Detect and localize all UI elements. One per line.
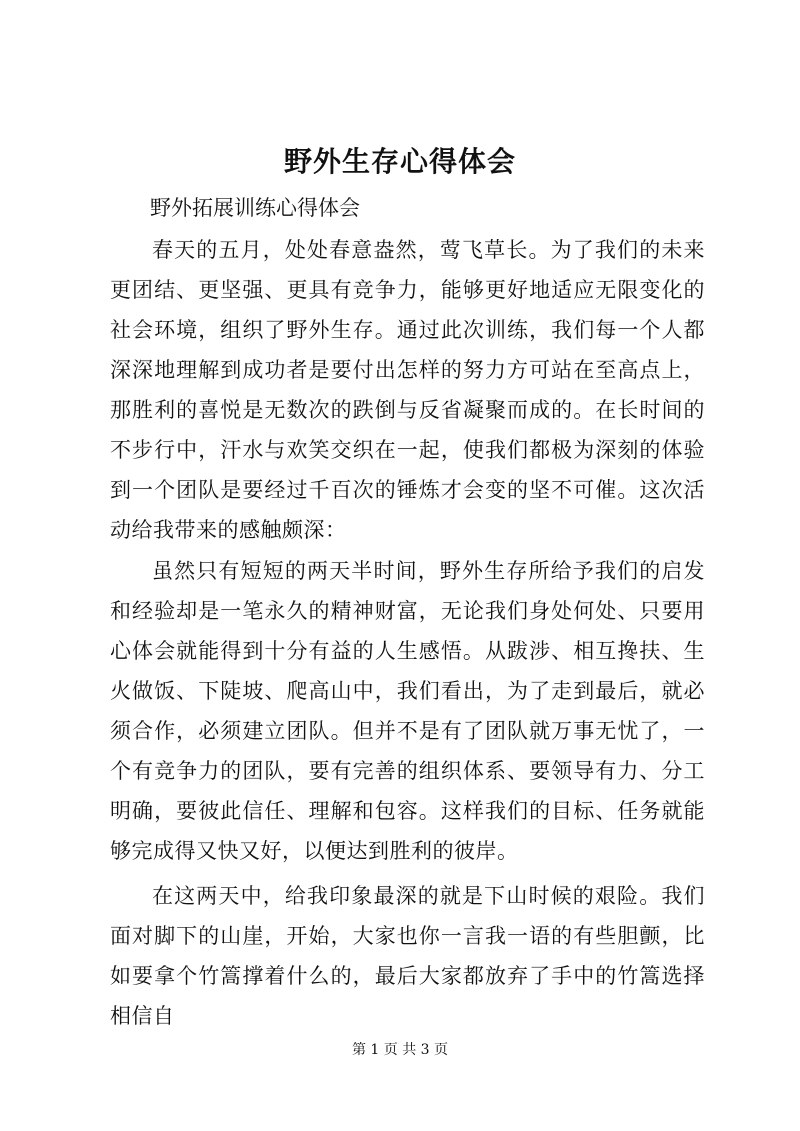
paragraph-1: 春天的五月，处处春意盎然，莺飞草长。为了我们的未来更团结、更坚强、更具有竞争力，能够更好地适应无限变化的社会环境，组织了野外生存。通过此次训练，我们每一个人都深深地理解到成功者是要付出怎样的努力方可站在至高点上，那胜利的喜悦是无数次的跌倒与反省凝聚而成的。在长时间的不步行中，汗水与欢笑交织在一起，使我们都极为深刻的体验到一个团队是要经过千百次的锤炼才会变的坚不可催。这次活动给我带来的感触颇深： <box>110 238 705 542</box>
document-subtitle: 野外拓展训练心得体会 <box>150 196 360 220</box>
page-footer: 第 1 页 共 3 页 <box>351 1042 449 1058</box>
paragraph-2: 虽然只有短短的两天半时间，野外生存所给予我们的启发和经验却是一笔永久的精神财富，无论我们身处何处、只要用心体会就能得到十分有益的人生感悟。从跋涉、相互搀扶、生火做饭、下陡坡、爬高山中，我们看出，为了走到最后，就必须合作，必须建立团队。但并不是有了团队就万事无忧了，一个有竞争力的团队，要有完善的组织体系、要领导有力、分工明确，要彼此信任、理解和包容。这样我们的目标、任务就能够完成得又快又好，以便达到胜利的彼岸。 <box>110 559 705 863</box>
paragraph-3: 在这两天中，给我印象最深的就是下山时候的艰险。我们面对脚下的山崖，开始，大家也你一言我一语的有些胆颤，比如要拿个竹篙撑着什么的，最后大家都放弃了手中的竹篙选择相信自 <box>110 884 705 1028</box>
document-title: 野外生存心得体会 <box>283 145 516 178</box>
